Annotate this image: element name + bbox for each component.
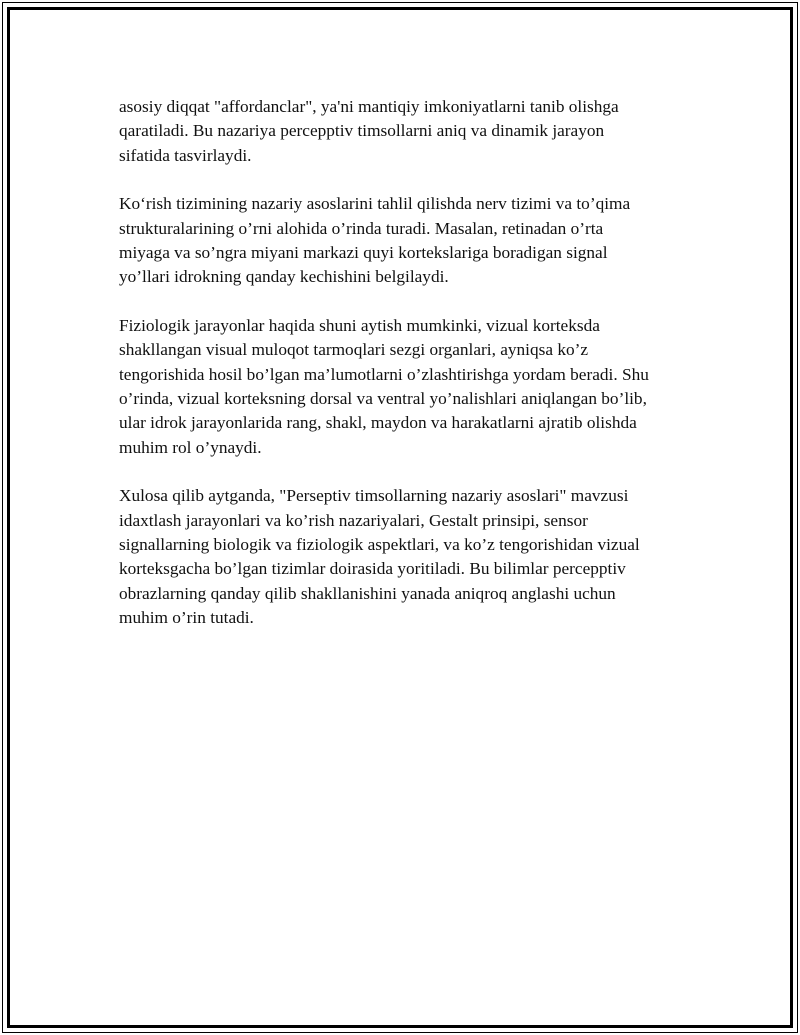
paragraph-4 <box>119 484 699 630</box>
text-line: tengorishida hosil bo’lgan ma’lumotlarni o’zlashtirishga yordam beradi. Shu <box>119 364 649 384</box>
text-line: signallarning biologik va fiziologik aspektlari, va ko’z tengorishidan vizual <box>119 534 640 554</box>
text-line: muhim o’rin tutadi. <box>119 607 254 627</box>
paragraph-3 <box>119 314 699 460</box>
text-line: miyaga va so’ngra miyani markazi quyi kortekslariga boradigan signal <box>119 242 608 262</box>
text-line: ular idrok jarayonlarida rang, shakl, maydon va harakatlarni ajratib olishda <box>119 413 637 433</box>
text-line: Ko‘rish tizimining nazariy asoslarini tahlil qilishda nerv tizimi va to’qima <box>119 194 631 214</box>
text-line: idaxtlash jarayonlari va ko’rish nazariyalari, Gestalt prinsipi, sensor <box>119 510 588 530</box>
text-line: muhim rol o’ynaydi. <box>119 437 262 457</box>
text-line: asosiy diqqat "affordanclar", ya'ni mantiqiy imkoniyatlarni tanib olishga <box>119 97 619 116</box>
text-line: shakllangan visual muloqot tarmoqlari sezgi organlari, ayniqsa ko’z <box>119 340 589 360</box>
text-line: sifatida tasvirlaydi. <box>119 145 252 165</box>
document-body <box>119 95 699 655</box>
text-line: korteksgacha bo’lgan tizimlar doirasida yoritiladi. Bu bilimlar percepptiv <box>119 559 626 579</box>
text-line: obrazlarning qanday qilib shakllanishini yanada aniqroq anglashi uchun <box>119 583 616 603</box>
text-line: yo’llari idrokning qanday kechishini belgilaydi. <box>119 267 449 287</box>
text-line: o’rinda, vizual korteksning dorsal va ventral yo’nalishlari aniqlangan bo’lib, <box>119 388 647 408</box>
document-page <box>2 2 798 1033</box>
paragraph-1 <box>119 95 699 168</box>
text-line: Fiziologik jarayonlar haqida shuni aytish mumkinki, vizual korteksda <box>119 316 600 336</box>
text-line: Xulosa qilib aytganda, "Perseptiv timsollarning nazariy asoslari" mavzusi <box>119 486 629 506</box>
text-line: strukturalarining o’rni alohida o’rinda turadi. Masalan, retinadan o’rta <box>119 218 604 238</box>
text-line: qaratiladi. Bu nazariya percepptiv timsollarni aniq va dinamik jarayon <box>119 121 605 141</box>
paragraph-2 <box>119 192 699 289</box>
